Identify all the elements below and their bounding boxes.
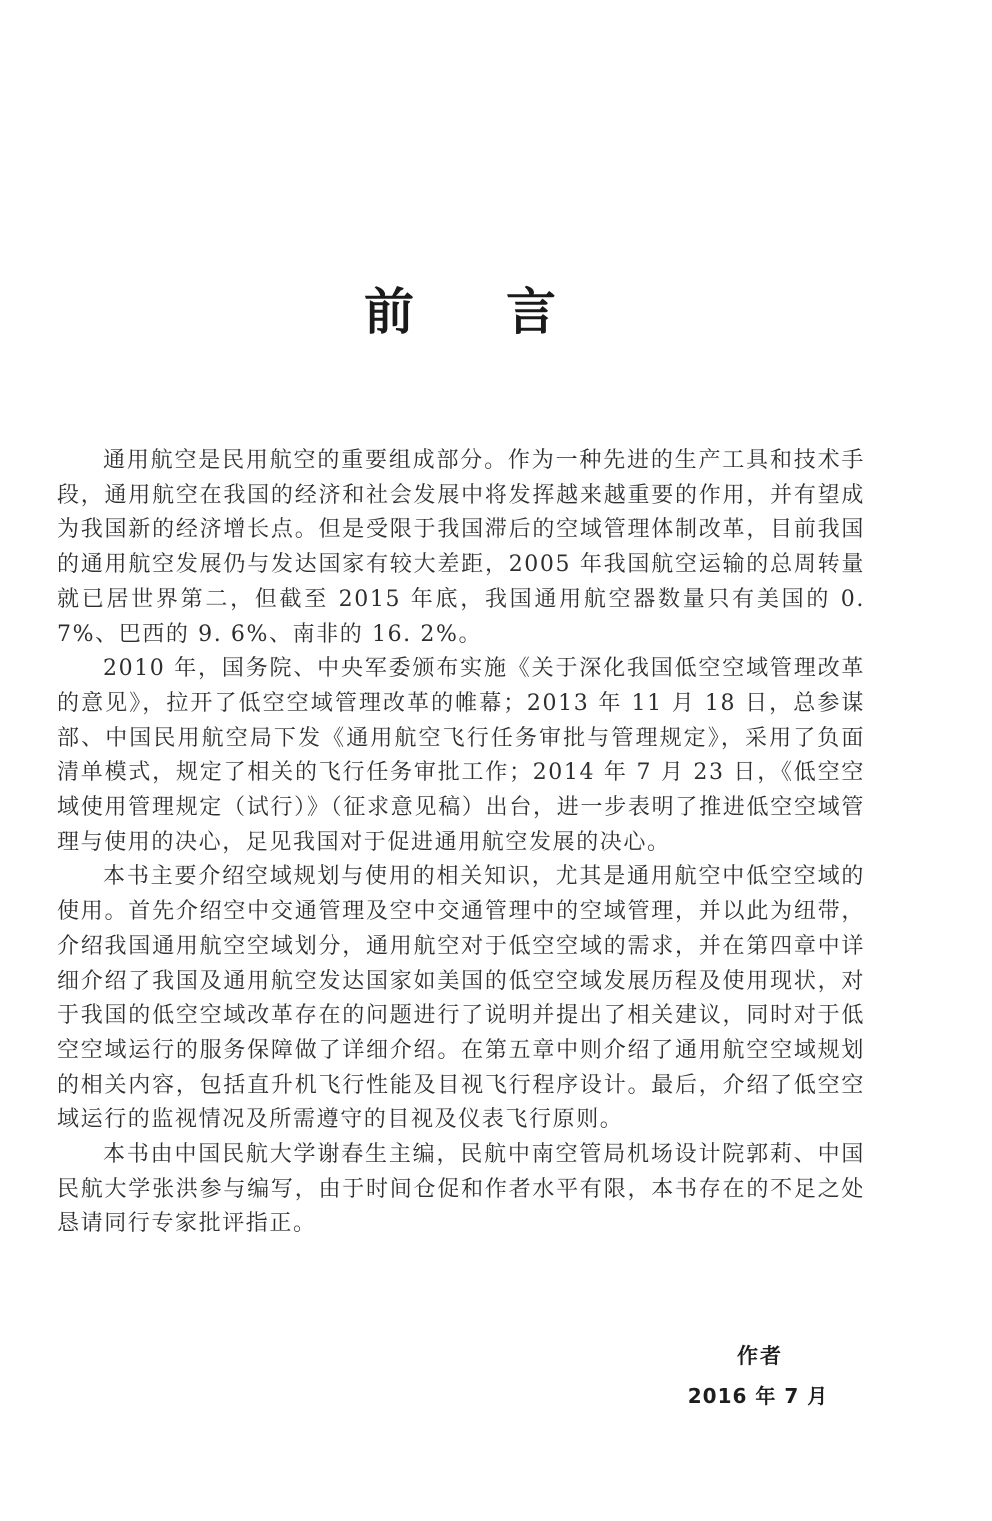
signature-date: 2016 年 7 月 [687,1384,829,1408]
author-signature: 作者 [737,1344,783,1368]
page-title: 前言 [364,283,648,341]
paragraph-3: 本书主要介绍空域规划与使用的相关知识，尤其是通用航空中低空空域的使用。首先介绍空中交通管理及空中交通管理中的空域管理，并以此为纽带，介绍我国通用航空空域划分，通用航空对于低空空域的需求，并在第四章中详细介绍了我国及通用航空发达国家如美国的低空空域发展历程及使用现状，对于我国的低空空域改革存在的问题进行了说明并提出了相关建议，同时对于低空空域运行的服务保障做了详细介绍。在第五章中则介绍了通用航空空域规划的相关内容，包括直升机飞行性能及目视飞行程序设计。最后，介绍了低空空域运行的监视情况及所需遵守的目视及仪表飞行原则。 [57,864,865,1133]
preface-body [57,444,865,1242]
paragraph-1: 通用航空是民用航空的重要组成部分。作为一种先进的生产工具和技术手段，通用航空在我国的经济和社会发展中将发挥越来越重要的作用，并有望成为我国新的经济增长点。但是受限于我国滞后的空域管理体制改革，目前我国的通用航空发展仍与发达国家有较大差距，2005 年我国航空运输的总周转量就已居世界第二，但截至 2015 年底，我国通用航空器数量只有美国的 0. 7%、巴西的 9. 6%、南非的 16. 2%。 [57,448,865,647]
paragraph-4: 本书由中国民航大学谢春生主编，民航中南空管局机场设计院郭莉、中国民航大学张洪参与编写，由于时间仓促和作者水平有限，本书存在的不足之处恳请同行专家批评指正。 [57,1142,865,1237]
paragraph-2: 2010 年，国务院、中央军委颁布实施《关于深化我国低空空域管理改革的意见》，拉开了低空空域管理改革的帷幕；2013 年 11 月 18 日，总参谋部、中国民用航空局下发《通用航空飞行任务审批与管理规定》，采用了负面清单模式，规定了相关的飞行任务审批工作；2014 年 7 月 23 日，《低空空域使用管理规定（试行）》（征求意见稿）出台，进一步表明了推进低空空域管理与使用的决心，足见我国对于促进通用航空发展的决心。 [57,656,865,855]
